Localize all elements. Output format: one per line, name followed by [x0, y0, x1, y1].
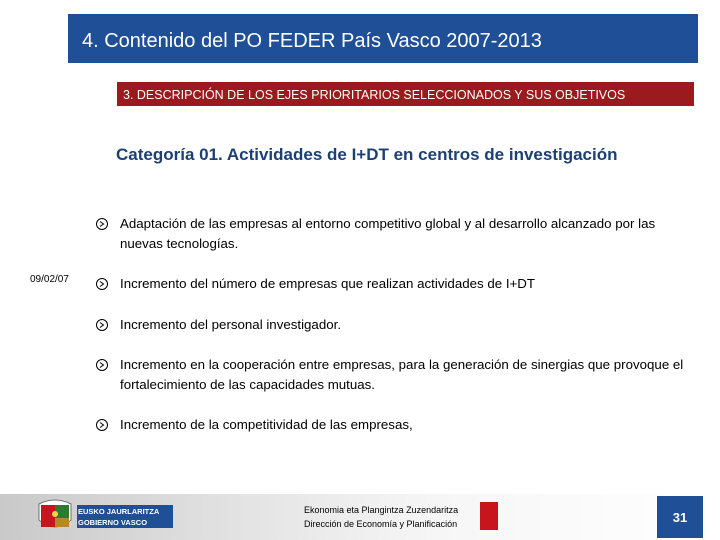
bullet-text: Incremento del número de empresas que realizan actividades de I+DT — [120, 276, 536, 291]
bullet-item — [95, 274, 695, 294]
slide-title: 4. Contenido del PO FEDER País Vasco 2007-2013 — [82, 30, 542, 52]
bullet-circle-arrow-icon — [95, 358, 109, 372]
section-heading: 3. DESCRIPCIÓN DE LOS EJES PRIORITARIOS SELECCIONADOS Y SUS OBJETIVOS — [123, 88, 626, 102]
bullet-circle-arrow-icon — [95, 217, 109, 231]
bullet-circle-arrow-icon — [95, 418, 109, 432]
bullet-item — [95, 355, 695, 395]
logo-line-1: EUSKO JAURLARITZA — [78, 507, 160, 516]
footer-red-block — [480, 502, 498, 530]
logo-text — [78, 506, 170, 528]
slide-date: 09/02/07 — [30, 274, 69, 285]
bullet-text: Incremento de la competitividad de las empresas, — [120, 417, 413, 432]
bullet-text: Incremento del personal investigador. — [120, 317, 342, 332]
category-heading: Categoría 01. Actividades de I+DT en centros de investigación — [116, 145, 618, 164]
footer-department-basque: Ekonomia eta Plangintza Zuzendaritza — [304, 505, 459, 515]
bullet-circle-arrow-icon — [95, 318, 109, 332]
bullet-item — [95, 214, 695, 254]
bullet-item — [95, 415, 695, 435]
logo-line-2: GOBIERNO VASCO — [78, 518, 148, 527]
bullet-text: Adaptación de las empresas al entorno competitivo global y al desarrollo alcanzado por las nuevas tecnologías. — [120, 216, 656, 251]
bullet-item — [95, 315, 695, 335]
page-number: 31 — [657, 496, 703, 538]
bullet-text: Incremento en la cooperación entre empresas, para la generación de sinergias que provoque el fortalecimiento de las capacidades mutuas. — [120, 357, 684, 392]
footer-department-spanish: Dirección de Economía y Planificación — [304, 519, 458, 529]
bullet-circle-arrow-icon — [95, 277, 109, 291]
